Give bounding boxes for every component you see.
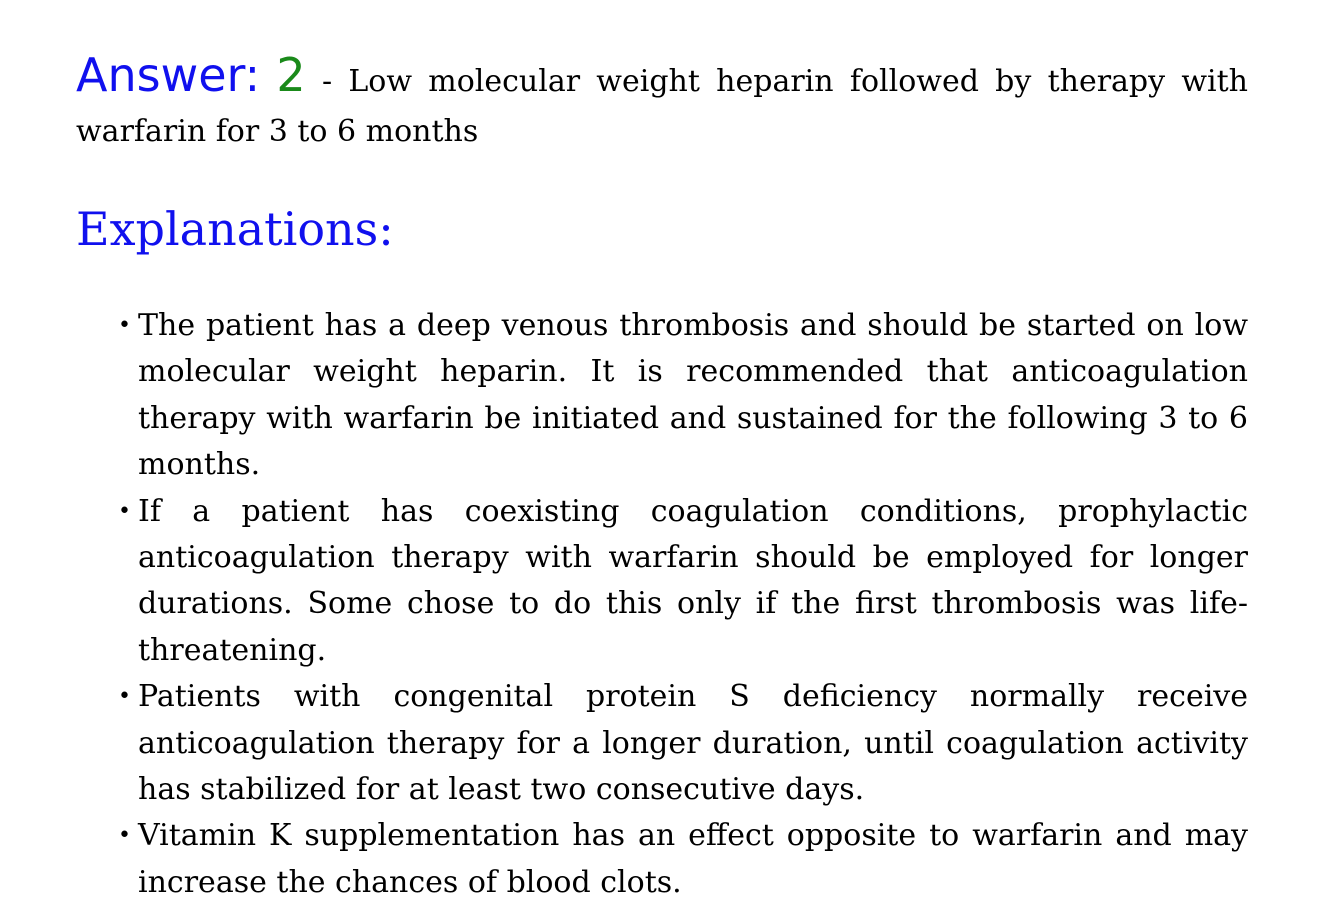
explanation-item: • Patients with congenital protein S deficiency normally receive anticoagulation therapy for a longer duration, until coagulation activity has stabilized for at least two consecutive days. <box>116 674 1248 813</box>
explanations-heading: Explanations: <box>76 202 394 256</box>
answer-text: - Low molecular weight heparin followed by therapy with warfarin for 3 to 6 months <box>76 64 1248 149</box>
explanation-item: • The patient has a deep venous thrombosis and should be started on low molecular weight heparin. It is recommended that anticoagulation therapy with warfarin be initiated and sustained for the following 3 to 6 months. <box>116 303 1248 489</box>
answer-label: Answer: <box>76 48 261 102</box>
explanations-list <box>116 303 1248 906</box>
explanation-item: • If a patient has coexisting coagulation conditions, prophylactic anticoagulation therapy with warfarin should be employed for longer durations. Some chose to do this only if the first thrombosis was life-threatening. <box>116 489 1248 675</box>
answer-number: 2 <box>276 48 306 102</box>
explanation-item: • Vitamin K supplementation has an effect opposite to warfarin and may increase the chances of blood clots. <box>116 813 1248 906</box>
answer-block <box>76 50 1248 157</box>
